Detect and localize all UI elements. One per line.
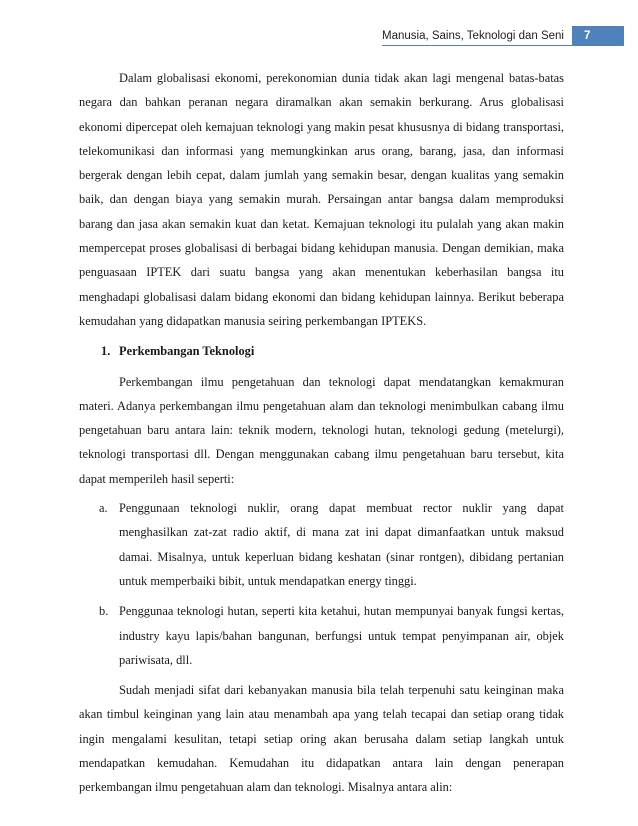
paragraph-perkembangan: Perkembangan ilmu pengetahuan dan teknologi dapat mendatangkan kemakmuran materi. Adanya perkembangan ilmu pengetahuan alam dan teknologi menimbulkan cabang ilmu pengetahuan baru antara lain: teknik modern, teknologi hutan, teknologi gedung (metelurgi), teknologi transportasi dll. Dengan menggunakan cabang ilmu pengetahuan baru tersebut, kita dapat memperileh hasil seperti: [79,374,564,486]
page-header [382,26,624,46]
paragraph-kemudahan: Sudah menjadi sifat dari kebanyakan manusia bila telah terpenuhi satu keinginan maka akan timbul keinginan yang lain atau menambah apa yang telah tecapai dan setiap orang tidak ingin mengalami kesulitan, tetapi setiap oring akan berusaha dalam setiap langkah untuk mendapatkan kemudahan. Kemudahan itu didapatkan antara lain dengan penerapan perkembangan ilmu pengetahuan alam dan teknologi. Misalnya antara alin: [79,683,564,795]
list-marker: a. [99,501,108,516]
list-item [79,496,564,593]
list-marker: b. [99,604,109,619]
paragraph-globalisasi: Dalam globalisasi ekonomi, perekonomian dunia tidak akan lagi mengenal batas-batas negara dan bahkan peranan negara diramalkan akan semakin berkurang. Arus globalisasi ekonomi dipercepat oleh kemajuan teknologi yang makin pesat khususnya di bidang transportasi, telekomunikasi dan informasi yang memungkinkan arus orang, barang, jasa, dan informasi bergerak dengan lebih cepat, dalam jumlah yang semakin besar, dengan kualitas yang semakin baik, dan dengan biaya yang semakin murah. Persaingan antar bangsa dalam memproduksi barang dan jasa akan semakin kuat dan ketat. Kemajuan teknologi itu pulalah yang akan makin mempercepat proses globalisasi di berbagai bidang kehidupan manusia. Dengan demikian, maka penguasaan IPTEK dari suatu bangsa yang akan menentukan keberhasilan bangsa itu menghadapi globalisasi dalam bidang ekonomi dan bidang kehidupan lainnya. Berikut beberapa kemudahan yang didapatkan manusia seiring perkembangan IPTEKS. [79,71,564,328]
page-number: 7 [572,26,624,46]
list-item-text: Penggunaa teknologi hutan, seperti kita ketahui, hutan mempunyai banyak fungsi kertas, industry kayu lapis/bahan bangunan, berfungsi untuk tempat penyimpanan air, objek pariwisata, dll. [119,604,564,667]
list-item-text: Penggunaan teknologi nuklir, orang dapat membuat rector nuklir yang dapat menghasilkan zat-zat radio aktif, di mana zat ini dapat dimanfaatkan untuk maksud damai. Misalnya, untuk keperluan bidang keshatan (sinar rontgen), dibidang pertanian untuk memperbaiki bibit, untuk mendapatkan energy tinggi. [119,501,564,588]
document-body [79,66,564,800]
header-title: Manusia, Sains, Teknologi dan Seni [382,26,572,46]
example-list [79,496,564,672]
list-item [79,599,564,672]
section-number: 1. [101,344,111,359]
section-title: Perkembangan Teknologi [119,344,255,359]
section-heading [101,339,564,363]
